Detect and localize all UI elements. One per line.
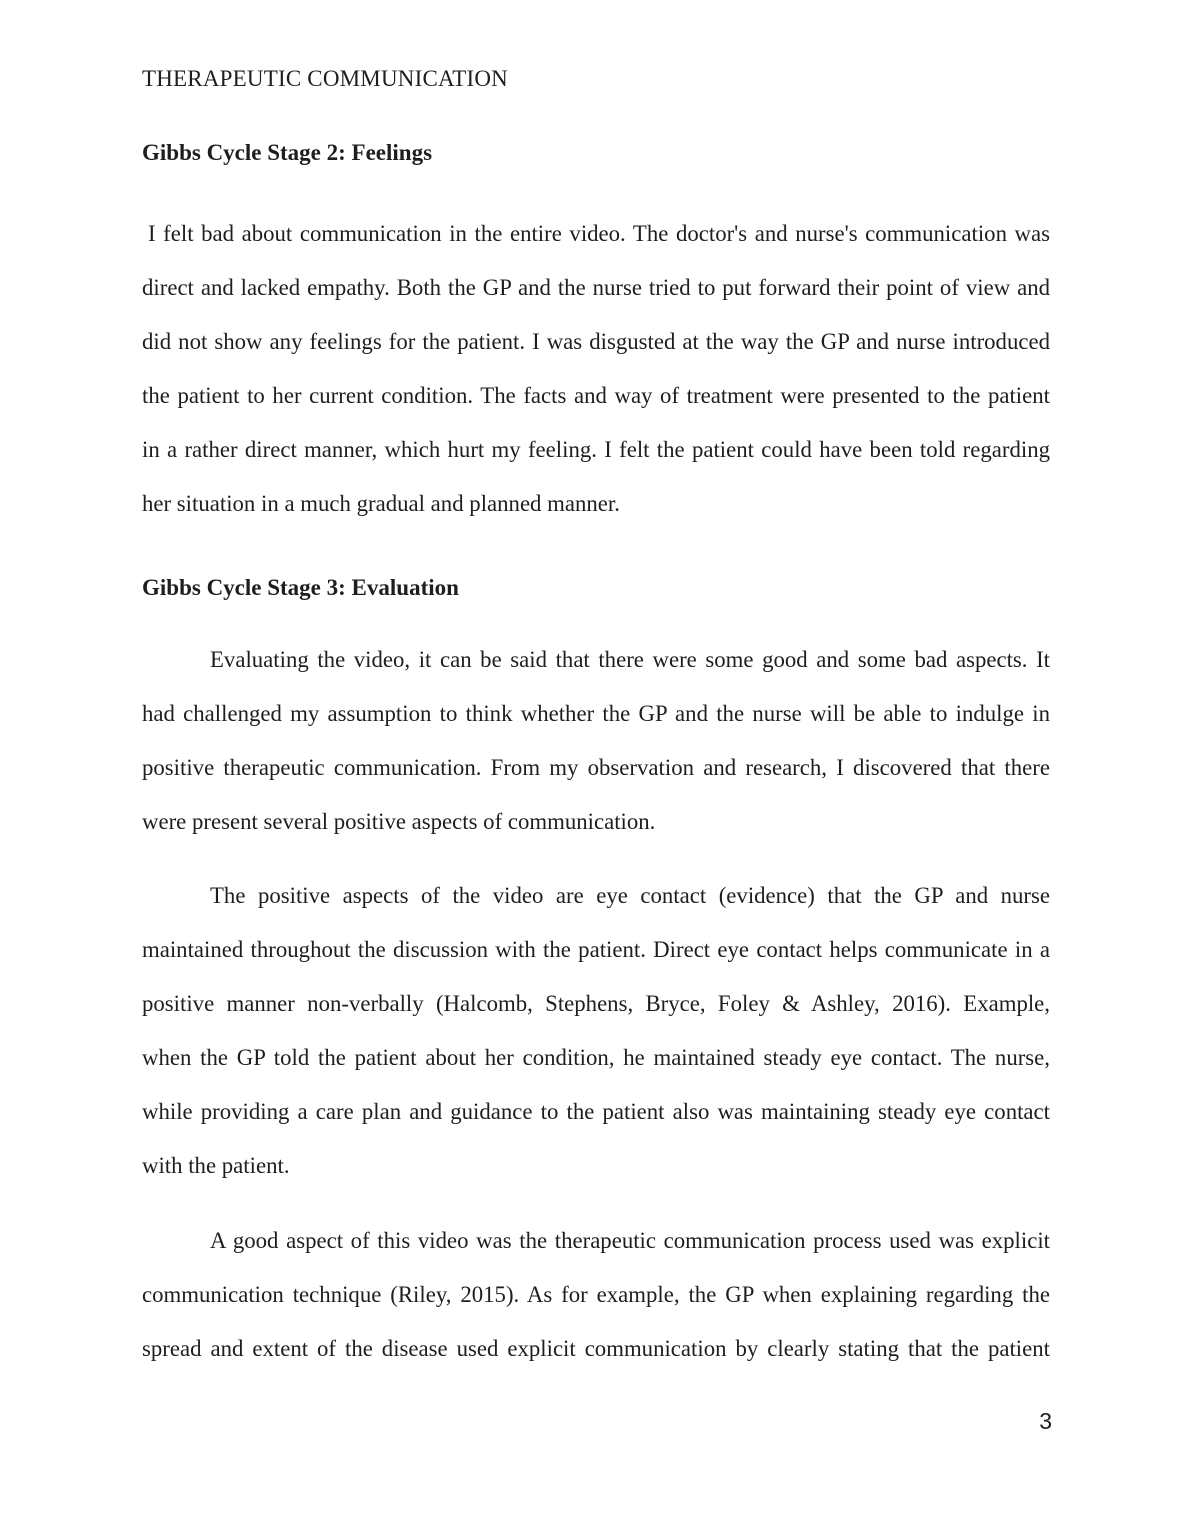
section-heading-evaluation: Gibbs Cycle Stage 3: Evaluation bbox=[142, 575, 459, 600]
paragraph-evaluation-3 bbox=[142, 1214, 1050, 1376]
paragraph-evaluation-2 bbox=[142, 869, 1050, 1193]
paragraph-line: spread and extent of the disease used explicit communication by clearly stating that the patient bbox=[142, 1336, 1050, 1361]
running-head: THERAPEUTIC COMMUNICATION bbox=[142, 66, 508, 91]
paragraph-line: did not show any feelings for the patient. I was disgusted at the way the GP and nurse introduced bbox=[142, 329, 1050, 354]
paragraph-line: communication technique (Riley, 2015). As for example, the GP when explaining regarding the bbox=[142, 1282, 1050, 1307]
paragraph-line: maintained throughout the discussion with the patient. Direct eye contact helps communicate in a bbox=[142, 937, 1050, 962]
paragraph-line: positive therapeutic communication. From my observation and research, I discovered that there bbox=[142, 755, 1050, 780]
paragraph-feelings bbox=[142, 207, 1050, 531]
paragraph-line: had challenged my assumption to think whether the GP and the nurse will be able to indulge in bbox=[142, 701, 1050, 726]
paragraph-line: The positive aspects of the video are eye contact (evidence) that the GP and nurse bbox=[210, 883, 1050, 908]
paragraph-line: Evaluating the video, it can be said that there were some good and some bad aspects. It bbox=[210, 647, 1050, 672]
page-content bbox=[142, 0, 1050, 1376]
paragraph-line: when the GP told the patient about her condition, he maintained steady eye contact. The nurse, bbox=[142, 1045, 1050, 1070]
paragraph-line: were present several positive aspects of communication. bbox=[142, 809, 656, 834]
paragraph-line: I felt bad about communication in the entire video. The doctor's and nurse's communication was bbox=[148, 221, 1050, 246]
paragraph-line: positive manner non-verbally (Halcomb, Stephens, Bryce, Foley & Ashley, 2016). Example, bbox=[142, 991, 1050, 1016]
paragraph-line: A good aspect of this video was the therapeutic communication process used was explicit bbox=[210, 1228, 1050, 1253]
paragraph-line: while providing a care plan and guidance to the patient also was maintaining steady eye contact bbox=[142, 1099, 1050, 1124]
paragraph-line: her situation in a much gradual and planned manner. bbox=[142, 491, 620, 516]
paragraph-line: direct and lacked empathy. Both the GP and the nurse tried to put forward their point of view and bbox=[142, 275, 1050, 300]
section-heading-feelings: Gibbs Cycle Stage 2: Feelings bbox=[142, 140, 433, 165]
page-number: 3 bbox=[1039, 1408, 1052, 1434]
paragraph-line: with the patient. bbox=[142, 1153, 290, 1178]
paragraph-line: in a rather direct manner, which hurt my feeling. I felt the patient could have been told regarding bbox=[142, 437, 1050, 462]
paragraph-line: the patient to her current condition. The facts and way of treatment were presented to the patient bbox=[142, 383, 1050, 408]
paragraph-evaluation-1 bbox=[142, 633, 1050, 849]
